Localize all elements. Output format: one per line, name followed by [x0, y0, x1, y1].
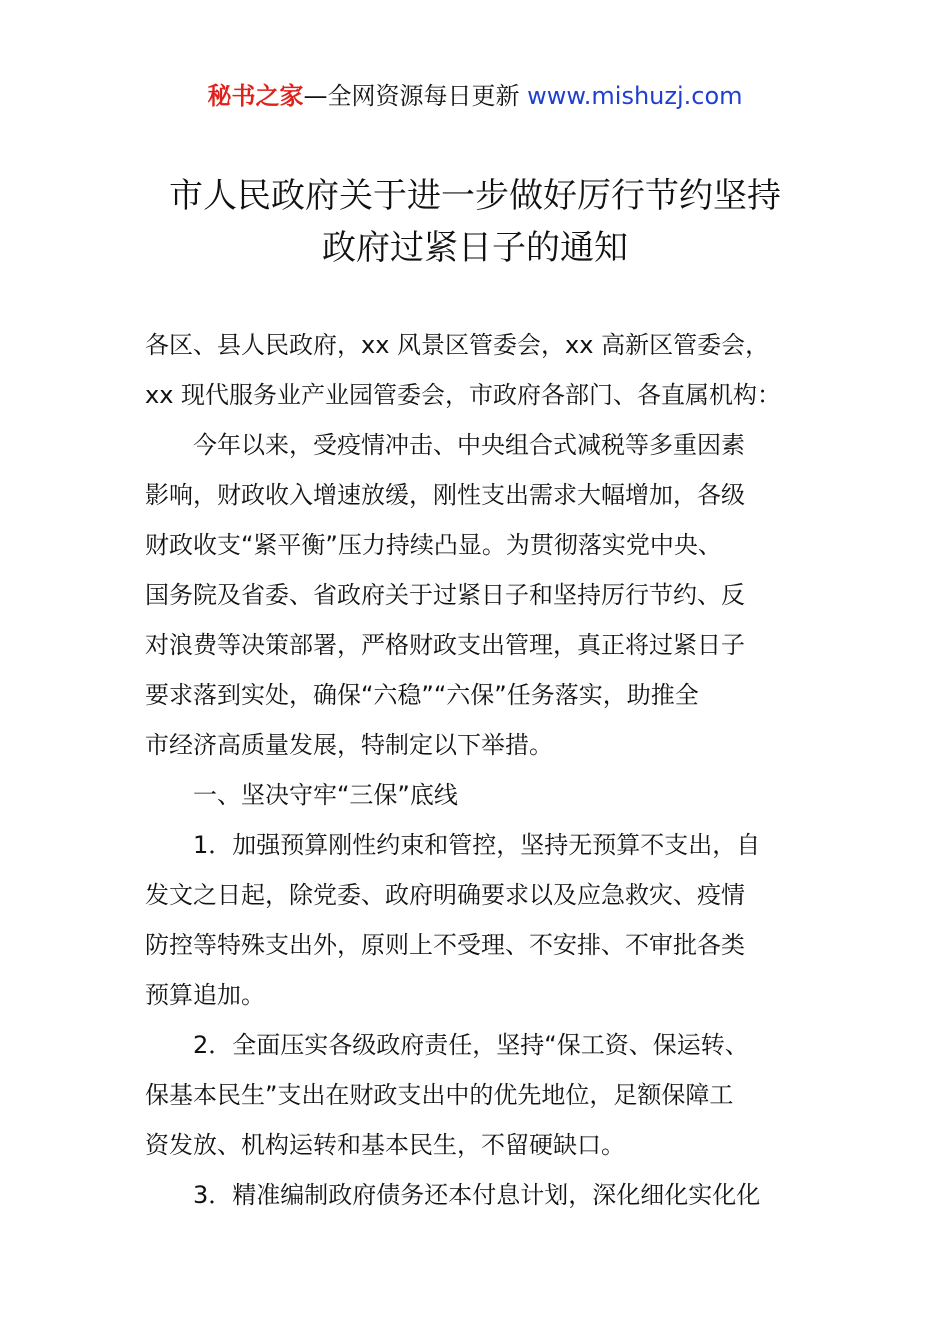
- body-line: 要求落到实处，确保“六稳”“六保”任务落实，助推全: [145, 681, 699, 709]
- document-title: [0, 170, 950, 274]
- body-line: 今年以来，受疫情冲击、中央组合式减税等多重因素: [193, 431, 745, 459]
- addressee-paragraph: [145, 320, 810, 420]
- body-line: 资发放、机构运转和基本民生，不留硬缺口。: [145, 1131, 625, 1159]
- body-line: 财政收支“紧平衡”压力持续凸显。为贯彻落实党中央、: [145, 531, 722, 559]
- body-line: 2．全面压实各级政府责任，坚持“保工资、保运转、: [193, 1031, 749, 1059]
- body-line: 对浪费等决策部署，严格财政支出管理，真正将过紧日子: [145, 631, 745, 659]
- body-line: 防控等特殊支出外，原则上不受理、不安排、不审批各类: [145, 931, 745, 959]
- body-line: 发文之日起，除党委、政府明确要求以及应急救灾、疫情: [145, 881, 745, 909]
- body-line: 预算追加。: [145, 981, 265, 1009]
- brand-name: 秘书之家: [207, 82, 304, 110]
- body-line: 市经济高质量发展，特制定以下举措。: [145, 731, 553, 759]
- body-line: 国务院及省委、省政府关于过紧日子和坚持厉行节约、反: [145, 581, 745, 609]
- addressee-line: xx 现代服务业产业园管委会，市政府各部门、各直属机构：: [145, 381, 782, 409]
- header-banner: [0, 78, 950, 114]
- addressee-line: 各区、县人民政府，xx 风景区管委会，xx 高新区管委会，: [145, 331, 770, 359]
- body-line: 影响，财政收入增速放缓，刚性支出需求大幅增加，各级: [145, 481, 745, 509]
- site-url-link[interactable]: www.mishuzj.com: [527, 82, 743, 110]
- item-2-paragraph: [145, 1020, 810, 1170]
- section-1-heading: 一、坚决守牢“三保”底线: [193, 781, 458, 809]
- header-tagline: —全网资源每日更新: [303, 82, 528, 110]
- item-1-paragraph: [145, 820, 810, 1020]
- title-line-2: 政府过紧日子的通知: [322, 228, 628, 268]
- body-line: 保基本民生”支出在财政支出中的优先地位，足额保障工: [145, 1081, 734, 1109]
- section-heading: [145, 770, 810, 820]
- body-line: 1．加强预算刚性约束和管控，坚持无预算不支出，自: [193, 831, 761, 859]
- intro-paragraph: [145, 420, 810, 770]
- document-body: [145, 320, 810, 1220]
- body-line: 3．精准编制政府债务还本付息计划，深化细化实化化: [193, 1181, 761, 1209]
- item-3-paragraph: [145, 1170, 810, 1220]
- title-line-1: 市人民政府关于进一步做好厉行节约坚持: [169, 176, 781, 216]
